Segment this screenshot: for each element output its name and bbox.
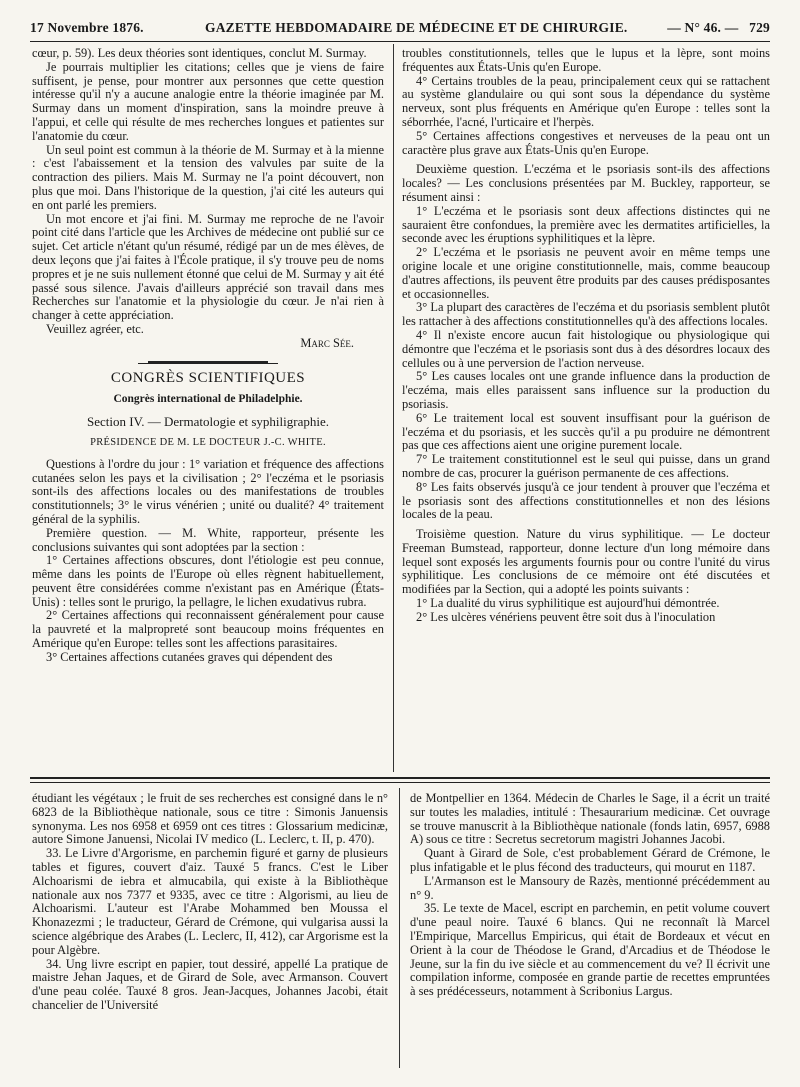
column-1	[32, 47, 384, 665]
header-journal: GAZETTE HEBDOMADAIRE DE MÉDECINE ET DE CHIRURGIE.	[205, 20, 628, 35]
paragraph: 2° Les ulcères vénériens peuvent être soit dus à l'inoculation	[416, 609, 716, 624]
paragraph: 3° Certaines affections cutanées graves qui dépendent des	[46, 649, 333, 664]
paragraph: L'Armanson est le Mansoury de Razès, mentionné précédemment au n° 9.	[410, 873, 770, 902]
paragraph: 5° Certaines affections congestives et nerveuses de la peau ont un caractère plus grave aux États-Unis qu'en Europe.	[402, 128, 770, 157]
header-issue: — N° 46. —	[667, 20, 739, 35]
paragraph: 4° Il n'existe encore aucun fait histologique ou physiologique qui démontre que l'eczéma et le psoriasis sont dus à des désordres locaux des cellules ou à une perversion de l'action nerveuse.	[402, 327, 770, 370]
paragraph: 7° Le traitement constitutionnel est le seul qui puisse, dans un grand nombre de cas, procurer la guérison permanente de ces affections.	[402, 452, 770, 480]
header-date: 17 Novembre 1876.	[30, 20, 144, 35]
presidency-heading: PRÉSIDENCE DE M. LE DOCTEUR J.-C. WHITE.	[90, 436, 326, 448]
paragraph: Deuxième question. L'eczéma et le psoriasis sont-ils des affections locales? — Les conclusions présentées par M. Buckley, rapporteur, se résument ainsi :	[402, 162, 770, 204]
paragraph: de Montpellier en 1364. Médecin de Charles le Sage, il a écrit un traité sur toutes les maladies, intitulé : Thesaurarium medicinæ. Cet ouvrage se trouve manuscrit à la Bibliothèque nationale (fonds latin, 6957, 6988 A) sous ce titre : Secretus secretorum magistri Johannes Jacobi.	[410, 791, 770, 847]
paragraph: 1° L'eczéma et le psoriasis sont deux affections distinctes qui ne sauraient être confondues, la première avec les dermatites artificielles, la seconde avec les éruptions syphilitiques et la lèpre.	[402, 203, 770, 246]
column-rule	[399, 788, 400, 1068]
paragraph: 2° Certaines affections qui reconnaissent généralement pour cause la pauvreté et la malpropreté sont beaucoup moins fréquentes en Amérique qu'en Europe: telles sont les affections parasitaires.	[32, 608, 384, 651]
section-title: CONGRÈS SCIENTIFIQUES	[110, 369, 306, 386]
running-header	[30, 20, 770, 40]
paragraph: 1° La dualité du virus syphilitique est aujourd'hui démontrée.	[416, 596, 720, 611]
paragraph: 6° Le traitement local est souvent insuffisant pour la guérison de l'eczéma et du psoriasis, et les succès qu'il a pu produire ne démontrent pas que ces affections aient une origine purement locale.	[402, 410, 770, 453]
paragraph: Quant à Girard de Sole, c'est probablement Gérard de Crémone, le plus infatigable et le plus fécond des traducteurs, qui mourut en 1187.	[410, 846, 770, 874]
signature: Marc Sée.	[300, 335, 354, 350]
paragraph: 8° Les faits observés jusqu'à ce jour tendent à prouver que l'eczéma et le psoriasis sont des affections constitutionnelles et non des lésions locales de la peau.	[402, 479, 770, 522]
paragraph: Veuillez agréer, etc.	[46, 321, 144, 336]
feuilleton-rule	[30, 777, 770, 779]
header-page: 729	[749, 20, 770, 35]
column-2	[402, 47, 770, 625]
paragraph: 35. Le texte de Macel, escript en parchemin, en petit volume couvert d'une peaul noire. Tauxé 6 blancs. Qui ne reconnaît là Marcel l'Empirique, Marcellus Empiricus, qui était de Bordeaux et vécut en Orient à la cour de Théodose le Grand, d'Arcadius et de Théodose le Jeune, sur la fin du ive siècle et au commencement du ve? Il écrivit une compilation informe, composée en grande partie de recettes empruntées à ses prédécesseurs, notamment à Scribonius Largus.	[410, 901, 770, 999]
paragraph: Troisième question. Nature du virus syphilitique. — Le docteur Freeman Bumstead, rapporteur, donne lecture d'un long mémoire dans lequel sont exposés les arguments fournis pour ou contre l'unité du virus syphilitique. Les conclusions de ce mémoire ont été discutées et modifiées par la Section, qui a adopté les points suivants :	[402, 527, 770, 597]
header-rule	[30, 41, 770, 42]
paragraph: 5° Les causes locales ont une grande influence dans la production de l'eczéma, mais elles paraissent sans influence sur la production du psoriasis.	[402, 369, 770, 411]
paragraph: 3° La plupart des caractères de l'eczéma et du psoriasis semblent plutôt les rattacher à des affections constitutionnelles qu'à des affections locales.	[402, 300, 770, 329]
paragraph: 1° Certaines affections obscures, dont l'étiologie est peu connue, même dans les points de l'Europe où elles règnent habituellement, peuvent être considérées comme n'existant pas en Amérique (États-Unis) : telles sont le prurigo, la pellagre, le lichen exudativus rubra.	[32, 553, 384, 609]
section-divider	[148, 361, 268, 364]
paragraph: Un mot encore et j'ai fini. M. Surmay me reproche de ne l'avoir point cité dans l'article que les Archives de médecine ont publié sur ce sujet. Cet article n'étant qu'un résumé, rédigé par un de mes élèves, de deux leçons que j'ai faites à l'École pratique, il s'y trouve peu de noms propres et je ne suis nullement étonné que celui de M. Surmay y ait été passé sous silence. J'avais d'ailleurs apprécié son travail dans mes Recherches sur l'anatomie et la physiologie du cœur. Je n'ai rien à changer à cette appréciation.	[32, 211, 384, 323]
paragraph: Un seul point est commun à la théorie de M. Surmay et à la mienne : c'est l'abaissement et la tension des valvules par suite de la contraction des piliers. Mais M. Surmay ne l'a point découvert, non plus que moi. Dans l'historique de la question, j'ai cité les auteurs qui en ont parlé les premiers.	[32, 142, 384, 212]
paragraph: 33. Le Livre d'Argorisme, en parchemin figuré et garny de plusieurs tables et figures, couvert d'aiz. Tauxé 5 francs. C'est le Liber Alchoarismi de iebra et almucabila, qui existe à la Bibliothèque nationale aux nos 7377 et 9335, avec ce titre : Algorismi, au lieu de Alchoarismi. L'auteur est l'Arabe Mohammed ben Moussa el Khonazezmi ; le traducteur, Gérard de Crémone, qui vulgarisa aussi la science algébrique des Arabes (L. Leclerc, II, 412), car Argorisme est la pour Algèbre.	[32, 846, 388, 957]
paragraph: Je pourrais multiplier les citations; celles que je viens de faire suffisent, je pense, pour montrer aux personnes que cette question intéresse qu'il n'y a aucune analogie entre la théorie imaginée par M. Surmay dans un moment d'inspiration, sans la moindre preuve à l'appui, et celle qui résulte de mes recherches longues et patientes sur l'anatomie du cœur.	[32, 59, 384, 143]
paragraph: 34. Ung livre escript en papier, tout dessiré, appellé La pratique de maistre Jehan Jaques, et de Girard de Sole, avec Armanson. Couvert d'une peau colée. Tauxé 8 gros. Jean-Jacques, Johannes Jacobi, était chancelier de l'Université	[32, 956, 388, 1012]
paragraph: étudiant les végétaux ; le fruit de ses recherches est consigné dans le n° 6823 de la Bibliothèque nationale, sous ce titre : Simonis Januensis synonyma. Les nos 6958 et 6959 ont ces titres : Glossarium medicinæ, autore Simone Januensi, Nicolai IV medico (L. Leclerc, t. II, p. 470).	[32, 791, 388, 847]
header-issue-page	[667, 20, 770, 36]
paragraph: 4° Certains troubles de la peau, principalement ceux qui se rattachent au système glandulaire ou qui sont sous la dépendance du système nerveux, sont plus fréquents en Amérique qu'en Europe : telles sont la séborrhée, l'acné, l'urticaire et l'herpès.	[402, 73, 770, 129]
paragraph: cœur, p. 59). Les deux théories sont identiques, conclut M. Surmay.	[32, 46, 367, 60]
paragraph: Questions à l'ordre du jour : 1° variation et fréquence des affections cutanées selon les pays et la civilisation ; 2° l'eczéma et le psoriasis sont-ils des affections locales ou des manifestations de troubles constitutionnels; 3° le virus vénérien ; unité ou dualité? 4° traitement général de la syphilis.	[32, 456, 384, 526]
section-heading: Section IV. — Dermatologie et syphiligraphie.	[86, 414, 330, 430]
paragraph: troubles constitutionnels, telles que le lupus et la lèpre, sont moins fréquentes aux États-Unis qu'en Europe.	[402, 46, 770, 74]
column-3	[32, 792, 388, 1013]
feuilleton-rule-thin	[30, 782, 770, 783]
paragraph: 2° L'eczéma et le psoriasis ne peuvent avoir en même temps une origine locale et une origine constitutionnelle, mais, comme beaucoup d'autres affections, ils peuvent être produits par des causes prédisposantes et occasionnelles.	[402, 245, 770, 301]
column-4	[410, 792, 770, 999]
column-rule	[393, 44, 394, 772]
paragraph: Première question. — M. White, rapporteur, présente les conclusions suivantes qui sont adoptées par la section :	[32, 525, 384, 554]
congress-heading: Congrès international de Philadelphie.	[113, 393, 303, 406]
